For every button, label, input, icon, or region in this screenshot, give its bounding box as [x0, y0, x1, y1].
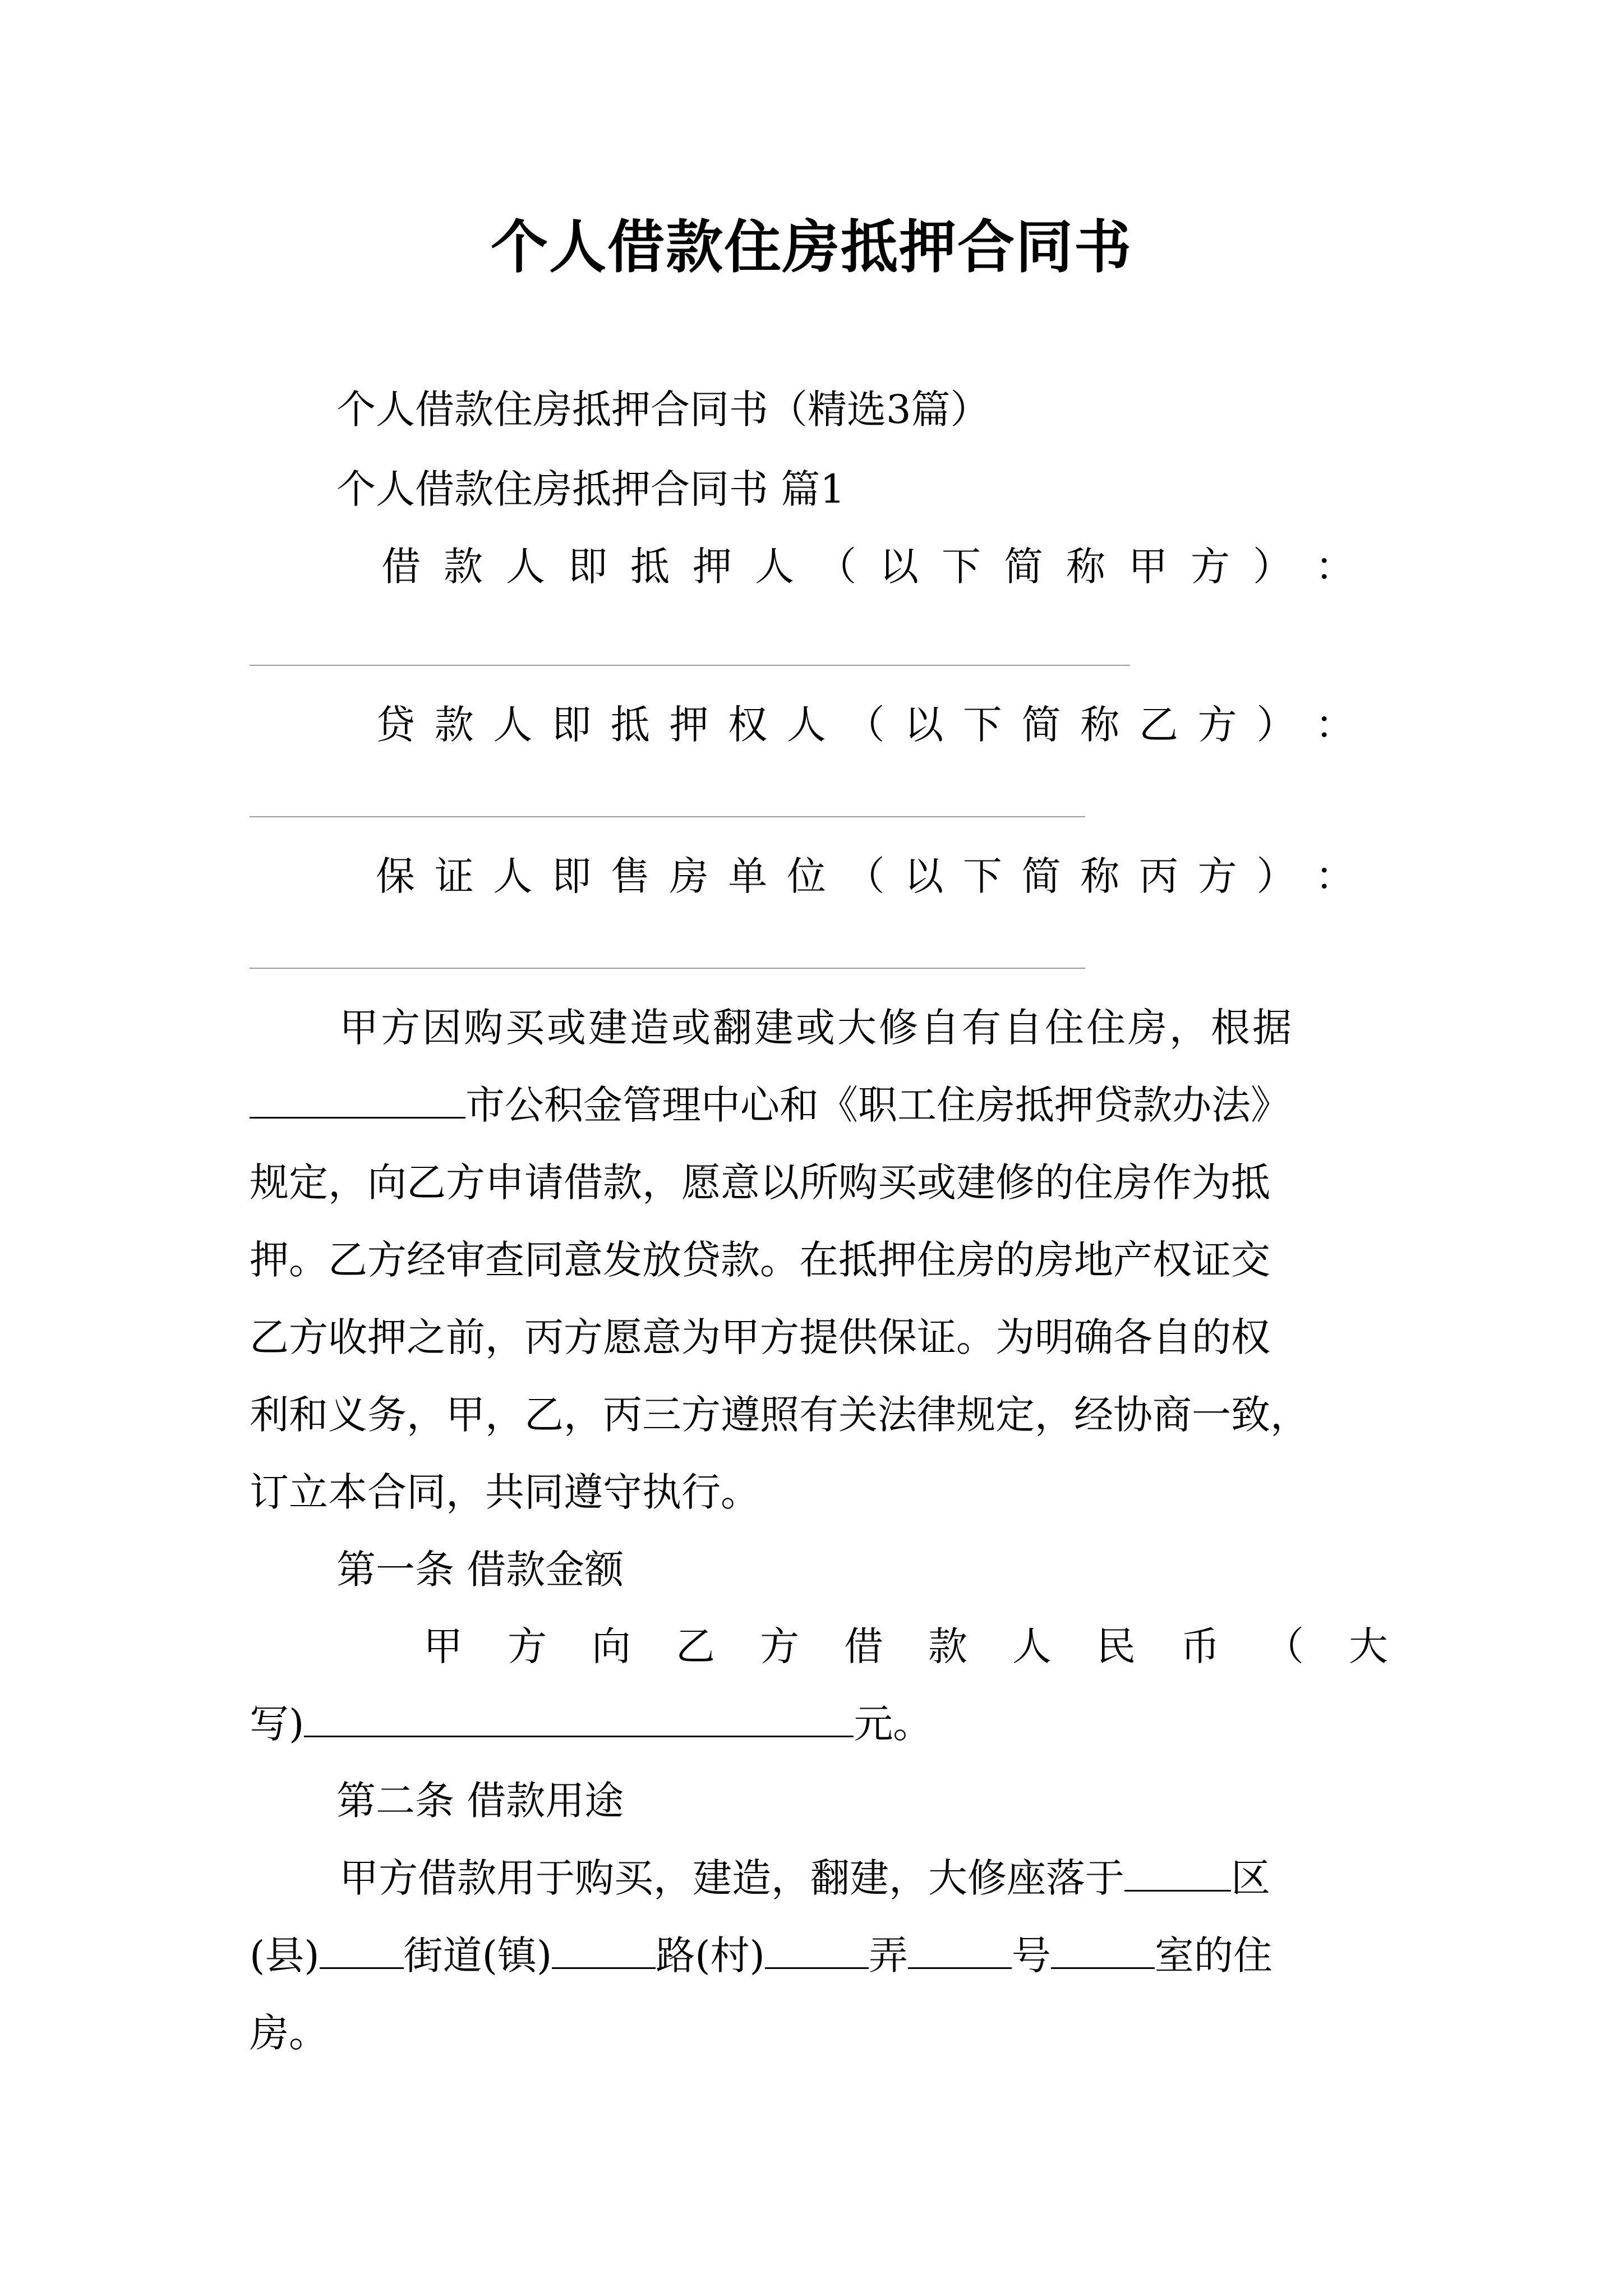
party-a-char: 方 [1191, 544, 1230, 590]
party-b-char: 简 [1021, 702, 1061, 748]
para1-line: 乙方收押之前，丙方愿意为甲方提供保证。为明确各自的权 [250, 1314, 1270, 1360]
party-c-char: 位 [786, 853, 826, 899]
party-a-char: 抵 [630, 544, 670, 590]
para1-line: 订立本合同，共同遵守执行。 [250, 1469, 760, 1515]
party-b-char: 抵 [610, 702, 650, 748]
party-a-char: 人 [506, 544, 545, 590]
article1-line-1 [423, 1618, 1388, 1674]
article1-char: 币 [1181, 1623, 1220, 1669]
article1-char: 借 [844, 1623, 883, 1669]
party-c-char: 保 [376, 853, 415, 899]
article1-line-2-prefix: 写) [250, 1701, 305, 1747]
article1-char: 民 [1096, 1623, 1136, 1669]
party-c-char: 售 [610, 853, 650, 899]
party-a-char: 借 [381, 544, 421, 590]
article2-line-3: 房。 [250, 2010, 328, 2056]
number-label: 号 [1011, 1932, 1051, 1978]
room-label: 室的住 [1154, 1932, 1272, 1978]
party-b-char: 押 [669, 702, 709, 748]
party-c-char: 单 [728, 853, 768, 899]
para1-line: 押。乙方经审查同意发放贷款。在抵押住房的房地产权证交 [250, 1237, 1270, 1283]
party-a-char: 款 [444, 544, 483, 590]
article2-line-1 [339, 1850, 1388, 1906]
party-c-char: 即 [552, 853, 592, 899]
party-b-char: 款 [434, 702, 474, 748]
party-c-label [376, 848, 1354, 904]
para1-line: 利和义务，甲，乙，丙三方遵照有关法律规定，经协商一致， [250, 1392, 1310, 1438]
street-blank [320, 1928, 404, 1969]
party-a-char: 人 [755, 544, 794, 590]
road-blank [552, 1928, 656, 1969]
party-a-char: 以 [879, 544, 919, 590]
para1-line: 甲方因购买或建造或翻建或大修自有自住住房，根据 [339, 1005, 1294, 1051]
article1-char: 方 [760, 1623, 799, 1669]
article1-char: 款 [928, 1623, 967, 1669]
party-b-char: ： [1315, 702, 1354, 748]
party-a-label [381, 539, 1354, 595]
party-c-blank-line [250, 968, 1085, 969]
party-a-char: ） [1253, 544, 1292, 590]
article1-char: 大 [1349, 1623, 1388, 1669]
party-b-char: 下 [962, 702, 1002, 748]
para1-line-2 [250, 1077, 1388, 1133]
article2-heading: 第二条 借款用途 [336, 1778, 624, 1824]
article1-char: （ [1265, 1623, 1304, 1669]
article1-heading: 第一条 借款金额 [336, 1547, 624, 1593]
party-b-char: 人 [786, 702, 826, 748]
party-b-char: 方 [1197, 702, 1237, 748]
amount-blank [304, 1696, 854, 1737]
article2-line-1-suffix: 区 [1231, 1855, 1270, 1901]
para1-line: 规定，向乙方申请借款，愿意以所购买或建修的住房作为抵 [250, 1159, 1270, 1205]
article2-line-1-text: 甲方借款用于购买，建造，翻建，大修座落于 [339, 1855, 1124, 1901]
party-a-char: 甲 [1128, 544, 1168, 590]
party-c-char: 丙 [1138, 853, 1178, 899]
article1-line-2 [250, 1696, 1388, 1752]
room-blank [1051, 1928, 1155, 1969]
street-label: 街道(镇) [403, 1932, 552, 1978]
section-heading: 个人借款住房抵押合同书 篇1 [336, 466, 845, 512]
party-a-char: 称 [1066, 544, 1105, 590]
article2-line-2 [250, 1927, 1388, 1984]
party-b-char: 人 [493, 702, 533, 748]
party-a-char: 押 [693, 544, 732, 590]
road-label: 路(村) [656, 1932, 765, 1978]
party-a-char: ： [1315, 544, 1354, 590]
lane-blank [765, 1928, 869, 1969]
party-b-label [376, 697, 1354, 753]
article1-char: 方 [508, 1623, 547, 1669]
party-c-char: 以 [904, 853, 944, 899]
party-c-char: 下 [962, 853, 1002, 899]
district-blank [1124, 1851, 1231, 1892]
lane-label: 弄 [868, 1932, 908, 1978]
party-b-char: 乙 [1138, 702, 1178, 748]
party-b-char: ） [1256, 702, 1296, 748]
party-c-char: 简 [1021, 853, 1061, 899]
party-c-char: 证 [434, 853, 474, 899]
party-b-char: 即 [552, 702, 592, 748]
party-c-char: 房 [669, 853, 709, 899]
party-a-char: 下 [942, 544, 981, 590]
party-c-char: （ [845, 853, 885, 899]
party-b-char: 称 [1080, 702, 1120, 748]
party-c-char: ： [1315, 853, 1354, 899]
party-c-char: 方 [1197, 853, 1237, 899]
city-blank [250, 1078, 465, 1119]
article1-char: 乙 [676, 1623, 715, 1669]
party-a-char: 即 [568, 544, 607, 590]
party-c-char: 称 [1080, 853, 1120, 899]
article1-line-2-suffix: 元。 [854, 1701, 933, 1747]
party-a-char: （ [817, 544, 856, 590]
number-blank [908, 1928, 1012, 1969]
party-b-char: 贷 [376, 702, 415, 748]
subtitle: 个人借款住房抵押合同书（精选3篇） [336, 386, 990, 432]
party-b-char: 权 [728, 702, 768, 748]
article1-char: 甲 [423, 1623, 463, 1669]
party-b-char: （ [845, 702, 885, 748]
party-a-char: 简 [1004, 544, 1043, 590]
article1-char: 人 [1012, 1623, 1052, 1669]
party-a-blank-line [250, 665, 1130, 666]
article1-char: 向 [592, 1623, 631, 1669]
document-title: 个人借款住房抵押合同书 [491, 214, 1132, 281]
party-b-blank-line [250, 816, 1085, 817]
para1-line-2-text: 市公积金管理中心和《职工住房抵押贷款办法》 [465, 1082, 1290, 1128]
county-label: (县) [250, 1932, 320, 1978]
party-c-char: ） [1256, 853, 1296, 899]
party-b-char: 以 [904, 702, 944, 748]
party-c-char: 人 [493, 853, 533, 899]
